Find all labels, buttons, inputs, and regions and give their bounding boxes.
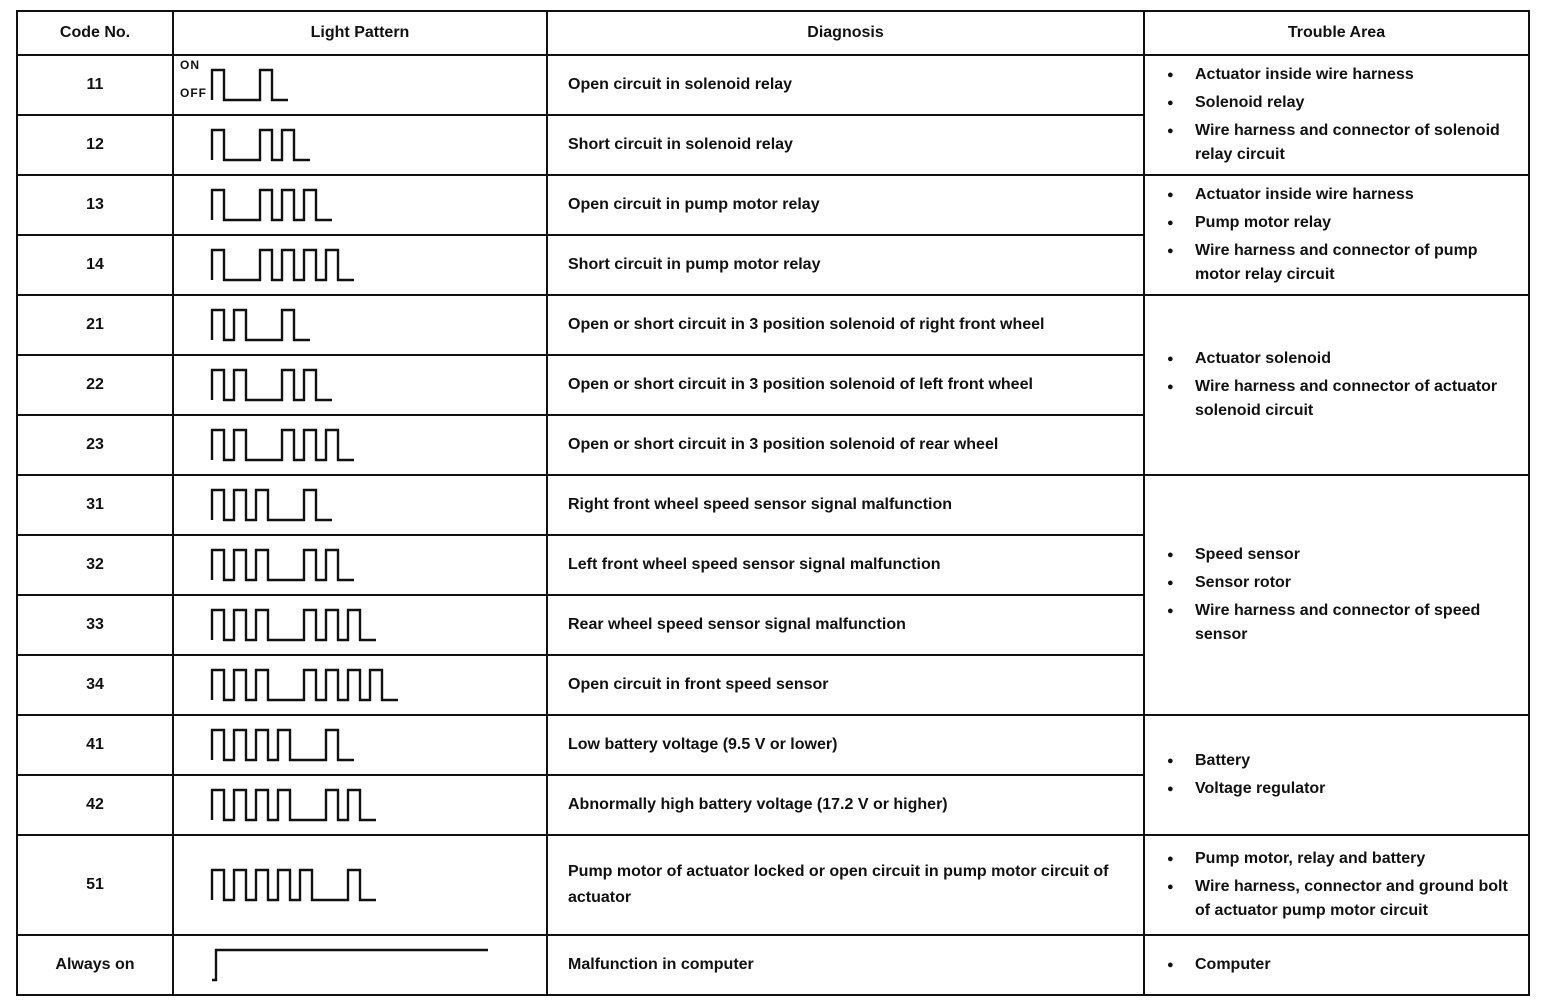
trouble-item: ● Pump motor, relay and battery — [1167, 847, 1518, 871]
code-cell: 13 — [17, 175, 173, 235]
table-row — [17, 835, 1529, 935]
trouble-item: ● Actuator solenoid — [1167, 347, 1518, 371]
light-pattern-waveform — [174, 656, 544, 714]
light-pattern-cell — [173, 595, 547, 655]
code-cell: 21 — [17, 295, 173, 355]
diagnostic-code-table — [16, 10, 1530, 996]
diagnosis-cell: Abnormally high battery voltage (17.2 V or higher) — [547, 775, 1144, 835]
waveform-line — [212, 950, 488, 980]
trouble-item: ● Wire harness and connector of actuator solenoid circuit — [1167, 375, 1518, 423]
diagnosis-cell: Low battery voltage (9.5 V or lower) — [547, 715, 1144, 775]
trouble-area-cell — [1144, 475, 1529, 715]
code-cell: 41 — [17, 715, 173, 775]
light-pattern-cell — [173, 835, 547, 935]
light-pattern-waveform — [174, 596, 544, 654]
light-pattern-waveform — [174, 356, 544, 414]
trouble-list — [1167, 953, 1518, 977]
table-row — [17, 935, 1529, 995]
waveform-line — [212, 250, 354, 280]
light-pattern-cell — [173, 535, 547, 595]
light-pattern-cell — [173, 775, 547, 835]
diagnosis-cell: Pump motor of actuator locked or open circuit in pump motor circuit of actuator — [547, 835, 1144, 935]
light-pattern-cell — [173, 415, 547, 475]
waveform-line — [212, 610, 376, 640]
light-pattern-cell — [173, 295, 547, 355]
light-pattern-waveform — [174, 716, 544, 774]
diagnosis-cell: Rear wheel speed sensor signal malfunction — [547, 595, 1144, 655]
trouble-item: ● Battery — [1167, 749, 1518, 773]
trouble-item: ● Wire harness and connector of solenoid relay circuit — [1167, 119, 1518, 167]
code-cell: 42 — [17, 775, 173, 835]
waveform-line — [212, 870, 376, 900]
table-row — [17, 295, 1529, 355]
trouble-item: ● Wire harness and connector of pump motor relay circuit — [1167, 239, 1518, 287]
trouble-list — [1167, 847, 1518, 923]
trouble-item: ● Sensor rotor — [1167, 571, 1518, 595]
light-pattern-waveform — [174, 176, 544, 234]
light-pattern-waveform — [174, 936, 544, 994]
light-pattern-waveform — [174, 416, 544, 474]
light-pattern-waveform — [174, 856, 544, 914]
light-pattern-waveform — [174, 296, 544, 354]
header-diagnosis: Diagnosis — [547, 11, 1144, 55]
diagnosis-cell: Malfunction in computer — [547, 935, 1144, 995]
trouble-item: ● Actuator inside wire harness — [1167, 63, 1518, 87]
code-cell: 32 — [17, 535, 173, 595]
trouble-area-cell — [1144, 295, 1529, 475]
light-pattern-cell — [173, 55, 547, 115]
light-pattern-cell — [173, 475, 547, 535]
trouble-item: ● Computer — [1167, 953, 1518, 977]
trouble-item: ● Wire harness and connector of speed sensor — [1167, 599, 1518, 647]
trouble-area-cell — [1144, 715, 1529, 835]
off-label: OFF — [180, 86, 207, 100]
trouble-list — [1167, 543, 1518, 647]
trouble-area-cell — [1144, 175, 1529, 295]
waveform-line — [212, 490, 332, 520]
waveform-line — [212, 730, 354, 760]
waveform-line — [212, 430, 354, 460]
code-cell: 31 — [17, 475, 173, 535]
trouble-item: ● Actuator inside wire harness — [1167, 183, 1518, 207]
diagnosis-cell: Short circuit in solenoid relay — [547, 115, 1144, 175]
diagnosis-cell: Left front wheel speed sensor signal malfunction — [547, 535, 1144, 595]
code-cell: 22 — [17, 355, 173, 415]
table-row — [17, 175, 1529, 235]
waveform-line — [212, 190, 332, 220]
trouble-list — [1167, 63, 1518, 167]
waveform-line — [212, 70, 288, 100]
code-cell: 11 — [17, 55, 173, 115]
waveform-line — [212, 790, 376, 820]
code-cell: 14 — [17, 235, 173, 295]
code-cell: Always on — [17, 935, 173, 995]
trouble-area-cell — [1144, 55, 1529, 175]
diagnosis-cell: Open circuit in front speed sensor — [547, 655, 1144, 715]
trouble-list — [1167, 749, 1518, 801]
light-pattern-waveform — [174, 536, 544, 594]
light-pattern-cell — [173, 355, 547, 415]
light-pattern-cell — [173, 715, 547, 775]
waveform-line — [212, 370, 332, 400]
diagnosis-cell: Right front wheel speed sensor signal malfunction — [547, 475, 1144, 535]
trouble-item: ● Wire harness, connector and ground bolt of actuator pump motor circuit — [1167, 875, 1518, 923]
light-pattern-waveform — [174, 236, 544, 294]
light-pattern-waveform — [174, 56, 544, 114]
header-light-pattern: Light Pattern — [173, 11, 547, 55]
header-code: Code No. — [17, 11, 173, 55]
trouble-item: ● Voltage regulator — [1167, 777, 1518, 801]
table-row — [17, 475, 1529, 535]
waveform-line — [212, 130, 310, 160]
diagnosis-cell: Open circuit in pump motor relay — [547, 175, 1144, 235]
light-pattern-cell — [173, 175, 547, 235]
trouble-area-cell — [1144, 935, 1529, 995]
trouble-item: ● Solenoid relay — [1167, 91, 1518, 115]
light-pattern-cell — [173, 655, 547, 715]
header-trouble-area: Trouble Area — [1144, 11, 1529, 55]
code-cell: 12 — [17, 115, 173, 175]
light-pattern-waveform — [174, 116, 544, 174]
waveform-line — [212, 550, 354, 580]
diagnosis-cell: Open or short circuit in 3 position solenoid of left front wheel — [547, 355, 1144, 415]
diagnosis-cell: Open or short circuit in 3 position solenoid of rear wheel — [547, 415, 1144, 475]
diagnosis-cell: Short circuit in pump motor relay — [547, 235, 1144, 295]
trouble-list — [1167, 183, 1518, 287]
code-cell: 33 — [17, 595, 173, 655]
diagnosis-cell: Open or short circuit in 3 position solenoid of right front wheel — [547, 295, 1144, 355]
light-pattern-waveform — [174, 776, 544, 834]
trouble-area-cell — [1144, 835, 1529, 935]
diagnosis-cell: Open circuit in solenoid relay — [547, 55, 1144, 115]
light-pattern-cell — [173, 115, 547, 175]
trouble-item: ● Pump motor relay — [1167, 211, 1518, 235]
table-row — [17, 55, 1529, 115]
waveform-line — [212, 310, 310, 340]
light-pattern-cell — [173, 935, 547, 995]
trouble-item: ● Speed sensor — [1167, 543, 1518, 567]
waveform-line — [212, 670, 398, 700]
light-pattern-waveform — [174, 476, 544, 534]
code-cell: 51 — [17, 835, 173, 935]
trouble-list — [1167, 347, 1518, 423]
code-cell: 34 — [17, 655, 173, 715]
code-cell: 23 — [17, 415, 173, 475]
light-pattern-cell — [173, 235, 547, 295]
on-label: ON — [180, 58, 200, 72]
table-row — [17, 715, 1529, 775]
header-row — [17, 11, 1529, 55]
